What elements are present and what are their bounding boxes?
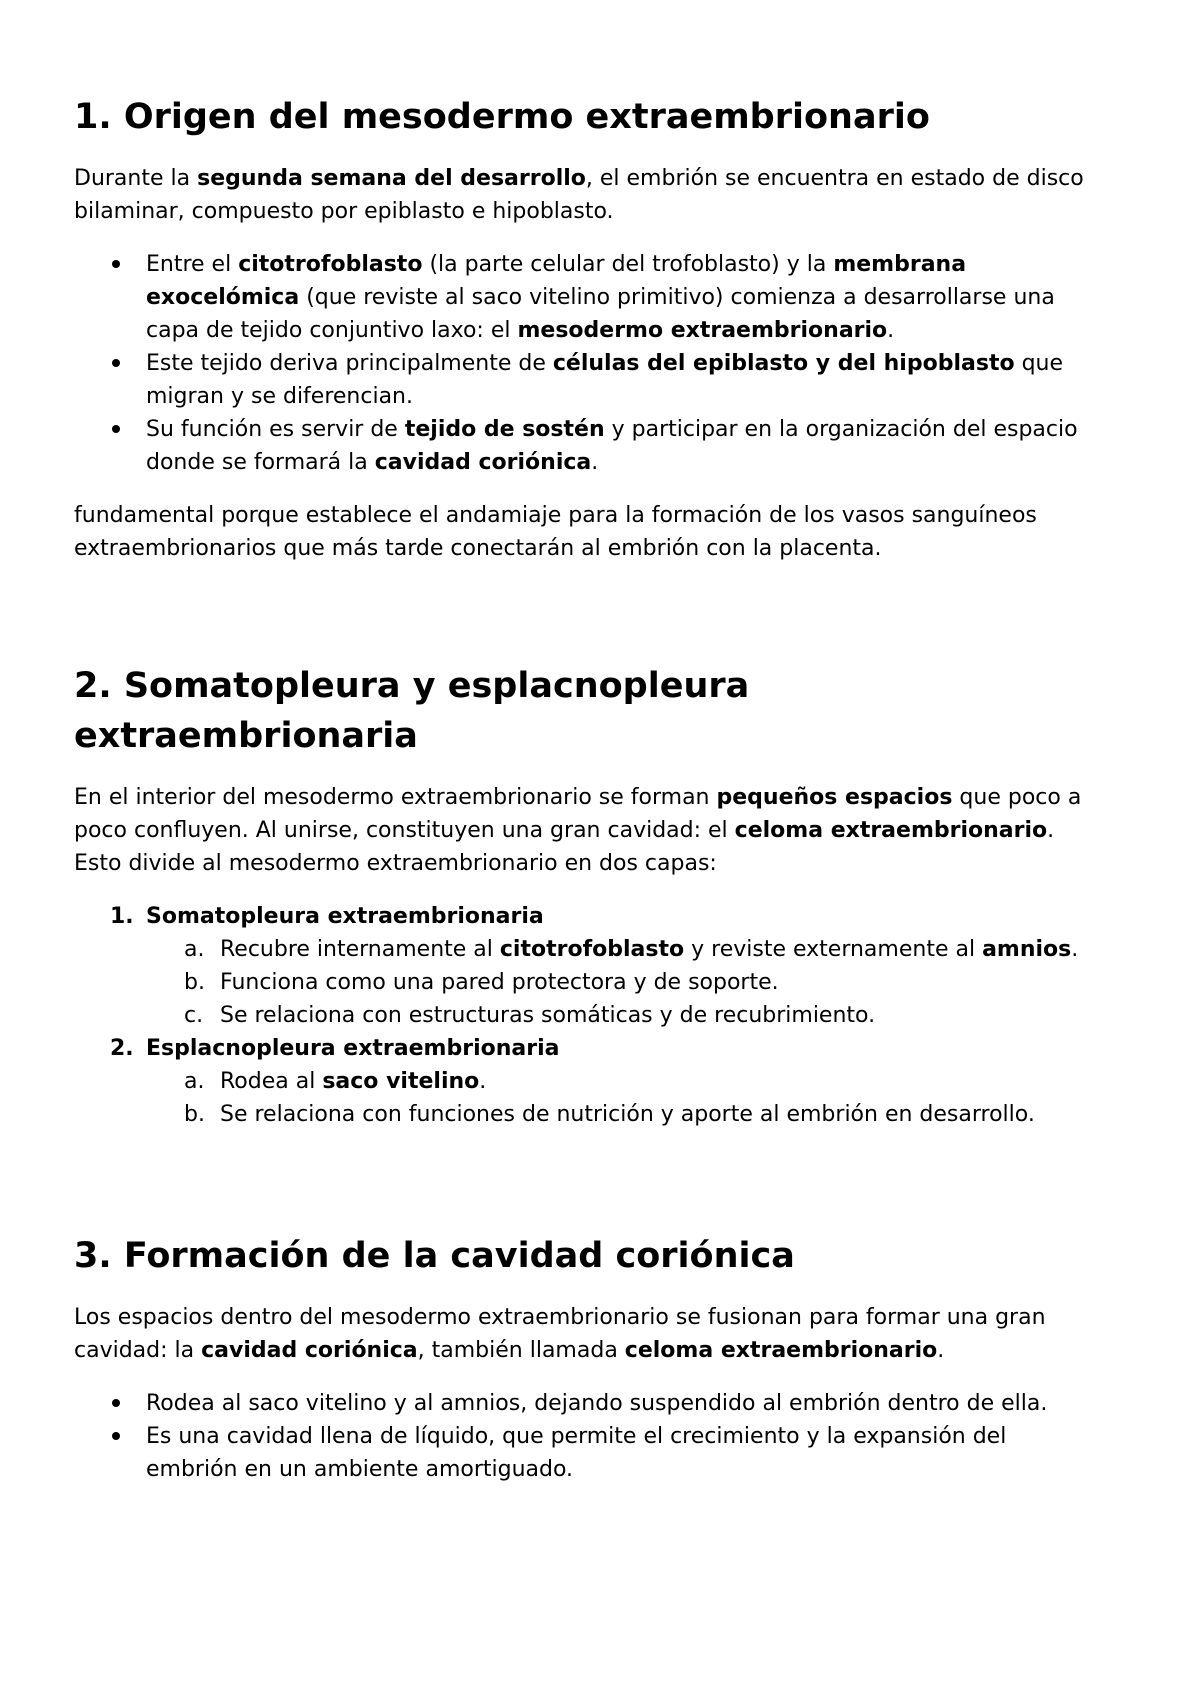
bold-text: citotrofoblasto xyxy=(499,937,685,962)
bold-text: células del epiblasto y del hipoblasto xyxy=(552,351,1015,376)
list-item xyxy=(146,413,1090,479)
text: . xyxy=(479,1069,487,1094)
bold-text: celoma extraembrionario xyxy=(734,818,1048,843)
list-item xyxy=(110,1032,1090,1131)
list-letter: a. xyxy=(184,937,205,962)
section-title: 3. Formación de la cavidad coriónica xyxy=(74,1236,795,1276)
list-item xyxy=(146,347,1090,413)
text: Este tejido deriva principalmente de xyxy=(146,351,553,376)
bullet-list xyxy=(74,248,1090,479)
section-cavidad-corionica xyxy=(74,1231,1090,1486)
list-letter: b. xyxy=(184,970,205,995)
text: y participar en la organización del espacio donde se formará la xyxy=(146,417,1078,475)
bold-text: membrana exocelómica xyxy=(146,252,967,310)
text: Se relaciona con funciones de nutrición y aporte al embrión en desarrollo. xyxy=(220,1102,1035,1127)
text: (que reviste al saco vitelino primitivo) comienza a desarrollarse una capa de tejido conjuntivo laxo: el xyxy=(146,285,1055,343)
paragraph: fundamental porque establece el andamiaje para la formación de los vasos sanguíneos extraembrionarios que más tarde conectarán al embrión con la placenta. xyxy=(74,503,1037,561)
text: . xyxy=(887,318,895,343)
text: Se relaciona con estructuras somáticas y de recubrimiento. xyxy=(220,1003,876,1028)
list-item xyxy=(146,1420,1090,1486)
text: Funciona como una pared protectora y de soporte. xyxy=(220,970,779,995)
section-origen-mesodermo xyxy=(74,92,1090,565)
sub-list-item xyxy=(184,1065,1090,1098)
paragraph xyxy=(74,781,1090,847)
list-item xyxy=(146,1387,1090,1420)
bold-text: amnios xyxy=(982,937,1072,962)
text: Su función es servir de xyxy=(146,417,405,442)
bold-text: cavidad coriónica xyxy=(374,450,592,475)
paragraph xyxy=(74,1301,1090,1367)
bold-text: segunda semana del desarrollo xyxy=(197,166,586,191)
list-letter: c. xyxy=(184,1003,204,1028)
list-letter: a. xyxy=(184,1069,205,1094)
text: que migran y se diferencian. xyxy=(146,351,1064,409)
sub-list xyxy=(146,1065,1090,1131)
text: . xyxy=(591,450,599,475)
list-number: 2. xyxy=(110,1036,134,1061)
text: En el interior del mesodermo extraembrionario se forman xyxy=(74,785,717,810)
list-item xyxy=(146,248,1090,347)
sub-list-item xyxy=(184,999,1090,1032)
sub-list-item xyxy=(184,1098,1090,1131)
text: , también llamada xyxy=(417,1338,625,1363)
paragraph xyxy=(74,162,1090,228)
section-somatopleura xyxy=(74,661,1090,1131)
section-title: 2. Somatopleura y esplacnopleura extraembrionaria xyxy=(74,666,750,756)
bold-text: pequeños espacios xyxy=(716,785,953,810)
text: Rodea al xyxy=(220,1069,323,1094)
sub-list-item xyxy=(184,933,1090,966)
section-title: 1. Origen del mesodermo extraembrionario xyxy=(74,97,930,137)
text: Rodea al saco vitelino y al amnios, dejando suspendido al embrión dentro de ella. xyxy=(146,1391,1048,1416)
text: Entre el xyxy=(146,252,239,277)
bullet-list xyxy=(74,1387,1090,1486)
text: Los espacios dentro del mesodermo extraembrionario se fusionan para formar una gran cavidad: la xyxy=(74,1305,1046,1363)
bold-text: saco vitelino xyxy=(322,1069,480,1094)
text: y reviste externamente al xyxy=(684,937,983,962)
text: Recubre internamente al xyxy=(220,937,500,962)
bold-text: mesodermo extraembrionario xyxy=(517,318,888,343)
text: . xyxy=(1071,937,1079,962)
bold-text: tejido de sostén xyxy=(404,417,605,442)
numbered-list xyxy=(74,900,1090,1131)
bold-text: cavidad coriónica xyxy=(201,1338,418,1363)
text: Durante la xyxy=(74,166,198,191)
text: . xyxy=(937,1338,945,1363)
bold-text: celoma extraembrionario xyxy=(624,1338,938,1363)
sub-list xyxy=(146,933,1090,1032)
bold-text: citotrofoblasto xyxy=(238,252,423,277)
layer-name: Somatopleura extraembrionaria xyxy=(146,904,544,929)
layer-name: Esplacnopleura extraembrionaria xyxy=(146,1036,560,1061)
text: , el embrión se encuentra en estado de disco bilaminar, compuesto por epiblasto e hipoblasto. xyxy=(74,166,1084,224)
text: que poco a poco confluyen. Al unirse, constituyen una gran cavidad: el xyxy=(74,785,1082,843)
text: Es una cavidad llena de líquido, que permite el crecimiento y la expansión del embrión en un ambiente amortiguado. xyxy=(146,1424,1007,1482)
text: (la parte celular del trofoblasto) y la xyxy=(422,252,834,277)
text: . xyxy=(1047,818,1055,843)
list-item xyxy=(110,900,1090,1032)
paragraph: Esto divide al mesodermo extraembrionario en dos capas: xyxy=(74,851,717,876)
sub-list-item xyxy=(184,966,1090,999)
list-letter: b. xyxy=(184,1102,205,1127)
list-number: 1. xyxy=(110,904,134,929)
